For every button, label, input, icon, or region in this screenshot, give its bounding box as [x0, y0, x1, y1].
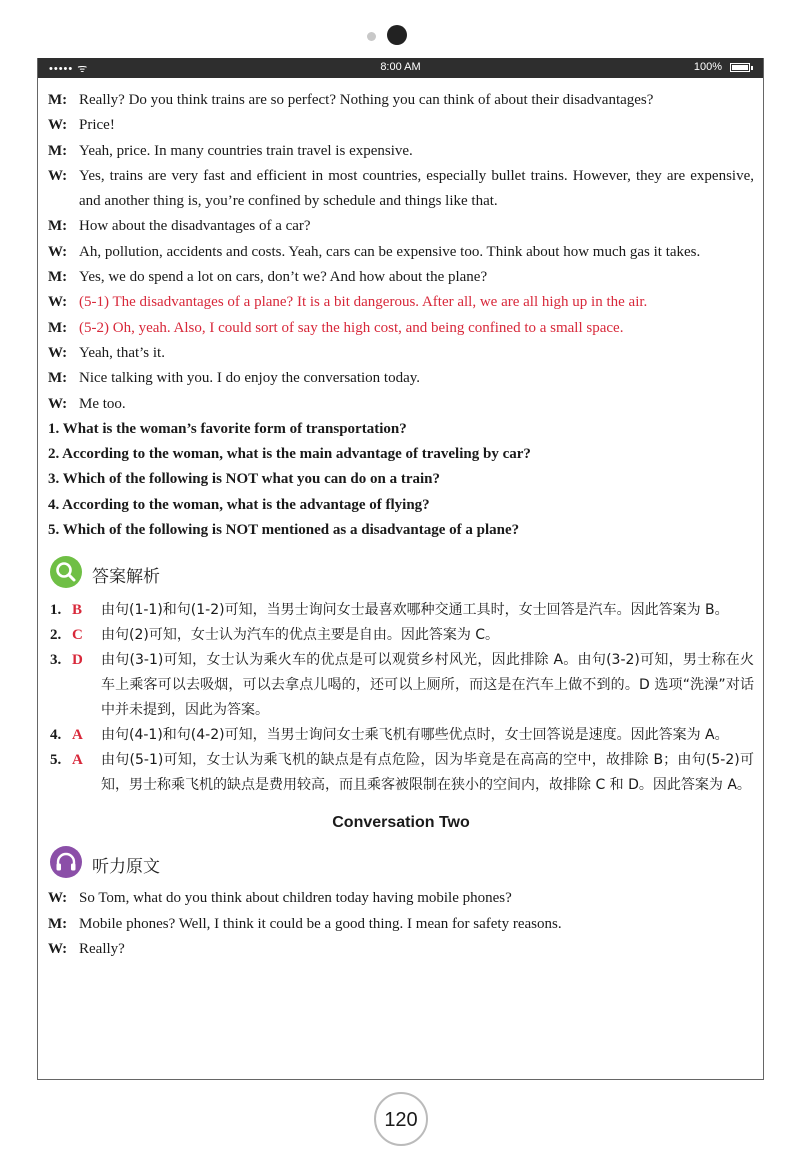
- question-list: [48, 417, 754, 543]
- answer-explanation: 由句(2)可知，女士认为汽车的优点主要是自由。因此答案为 C。: [101, 627, 500, 644]
- dialogue-two: [48, 886, 754, 962]
- dialogue-text: Yeah, that’s it.: [79, 344, 165, 361]
- dialogue-text: Me too.: [79, 395, 126, 412]
- dialogue-line: [48, 886, 754, 911]
- question-item: 4. According to the woman, what is the advantage of flying?: [48, 496, 430, 513]
- section-title: 答案解析: [92, 567, 160, 588]
- dialogue-text: Really? Do you think trains are so perfect? Nothing you can think of about their disadvantages?: [79, 92, 654, 108]
- answer-section-header: [48, 556, 754, 590]
- dialogue-text: Price!: [79, 117, 115, 134]
- headphones-icon: [50, 846, 82, 878]
- transcript-section-header: [48, 846, 754, 880]
- dialogue-text: Nice talking with you. I do enjoy the conversation today.: [79, 370, 421, 387]
- speaker-label: W:: [48, 243, 68, 260]
- answer-letter: B: [72, 602, 83, 619]
- answer-number: 3.: [50, 652, 62, 669]
- highlighted-dialogue-text: (5-1) The disadvantages of a plane? It is a bit dangerous. After all, we are all high up in the air.: [79, 294, 648, 311]
- dialogue-text: Really?: [79, 940, 125, 957]
- sensor-dot: [367, 32, 376, 41]
- dialogue-line: [48, 164, 754, 215]
- dialogue-line: [48, 937, 754, 962]
- dialogue-one: [48, 88, 754, 417]
- speaker-label: W:: [48, 890, 68, 907]
- status-time: 8:00 AM: [380, 61, 421, 73]
- answer-number: 5.: [50, 752, 62, 769]
- question-item: 5. Which of the following is NOT mentioned as a disadvantage of a plane?: [48, 522, 520, 539]
- speaker-label: M:: [48, 218, 68, 235]
- answer-list: [48, 598, 754, 798]
- dialogue-line: [48, 392, 754, 417]
- dialogue-line: [48, 214, 754, 239]
- dialogue-line: [48, 88, 754, 113]
- battery-percent: 100%: [693, 61, 722, 73]
- answer-item: [48, 748, 754, 798]
- dialogue-text: Ah, pollution, accidents and costs. Yeah, cars can be expensive too. Think about how much gas it takes.: [79, 243, 701, 260]
- speaker-label: W:: [48, 167, 68, 184]
- speaker-label: W:: [48, 940, 68, 957]
- speaker-label: W:: [48, 294, 68, 311]
- dialogue-text: Yes, trains are very fast and efficient in most countries, especially bullet trains. However, they are expensive, and another thing is, you’re confined by schedule and things like that.: [79, 167, 754, 210]
- speaker-label: M:: [48, 269, 68, 286]
- dialogue-text: Mobile phones? Well, I think it could be a good thing. I mean for safety reasons.: [79, 915, 562, 932]
- dialogue-line: [48, 912, 754, 937]
- answer-letter: C: [72, 627, 83, 644]
- answer-letter: D: [72, 652, 83, 669]
- tablet-bezel: [0, 24, 800, 48]
- answer-explanation: 由句(5-1)可知，女士认为乘飞机的缺点是有点危险，因为毕竟是在高高的空中，故排除 B；由句(5-2)可知，男士称乘飞机的缺点是费用较高，而且乘客被限制在狭小的空间内，故排除 C 和 D。因此答案为 A。: [101, 752, 754, 794]
- answer-item: [48, 723, 754, 748]
- dialogue-line: [48, 265, 754, 290]
- dialogue-text: Yeah, price. In many countries train travel is expensive.: [79, 142, 413, 159]
- answer-letter: A: [72, 752, 83, 769]
- speaker-label: M:: [48, 92, 68, 108]
- speaker-label: M:: [48, 370, 68, 387]
- dialogue-line: [48, 113, 754, 138]
- conversation-two-title: Conversation Two: [332, 814, 470, 832]
- dialogue-line: [48, 240, 754, 265]
- dialogue-text: Yes, we do spend a lot on cars, don’t we? And how about the plane?: [79, 269, 488, 286]
- answer-letter: A: [72, 727, 83, 744]
- answer-explanation: 由句(1-1)和句(1-2)可知，当男士询问女士最喜欢哪种交通工具时，女士回答是汽车。因此答案为 B。: [101, 602, 729, 619]
- answer-explanation: 由句(3-1)可知，女士认为乘火车的优点是可以观赏乡村风光，因此排除 A。由句(3-2)可知，男士称在火车上乘客可以去吸烟，可以去拿点儿喝的，还可以上厕所，而这是在汽车上做不到的。D 选项“洗澡”对话中并未提到，因此为答案。: [101, 652, 754, 719]
- question-item: 2. According to the woman, what is the main advantage of traveling by car?: [48, 446, 531, 463]
- speaker-label: W:: [48, 344, 68, 361]
- dialogue-line: [48, 290, 754, 315]
- dialogue-line: [48, 316, 754, 341]
- answer-number: 2.: [50, 627, 62, 644]
- answer-item: [48, 598, 754, 623]
- speaker-label: M:: [48, 142, 68, 159]
- question-item: 3. Which of the following is NOT what you can do on a train?: [48, 471, 440, 488]
- signal-indicator: ••••• ᯤ: [49, 63, 89, 75]
- speaker-label: W:: [48, 395, 68, 412]
- highlighted-dialogue-text: (5-2) Oh, yeah. Also, I could sort of say the high cost, and being confined to a small space.: [79, 319, 624, 336]
- dialogue-line: [48, 139, 754, 164]
- dialogue-line: [48, 366, 754, 391]
- answer-item: [48, 623, 754, 648]
- question-item: 1. What is the woman’s favorite form of transportation?: [48, 420, 407, 437]
- section-title: 听力原文: [92, 857, 160, 878]
- dialogue-text: So Tom, what do you think about children today having mobile phones?: [79, 890, 512, 907]
- page-number: 120: [374, 1092, 428, 1146]
- answer-number: 4.: [50, 727, 62, 744]
- answer-item: [48, 648, 754, 723]
- answer-explanation: 由句(4-1)和句(4-2)可知，当男士询问女士乘飞机有哪些优点时，女士回答说是速度。因此答案为 A。: [101, 727, 729, 744]
- speaker-label: M:: [48, 319, 68, 336]
- answer-number: 1.: [50, 602, 62, 619]
- camera-lens: [387, 25, 407, 45]
- speaker-label: M:: [48, 915, 68, 932]
- page-content: [48, 88, 754, 962]
- dialogue-line: [48, 341, 754, 366]
- magnifier-icon: [50, 556, 82, 588]
- dialogue-text: How about the disadvantages of a car?: [79, 218, 311, 235]
- speaker-label: W:: [48, 117, 68, 134]
